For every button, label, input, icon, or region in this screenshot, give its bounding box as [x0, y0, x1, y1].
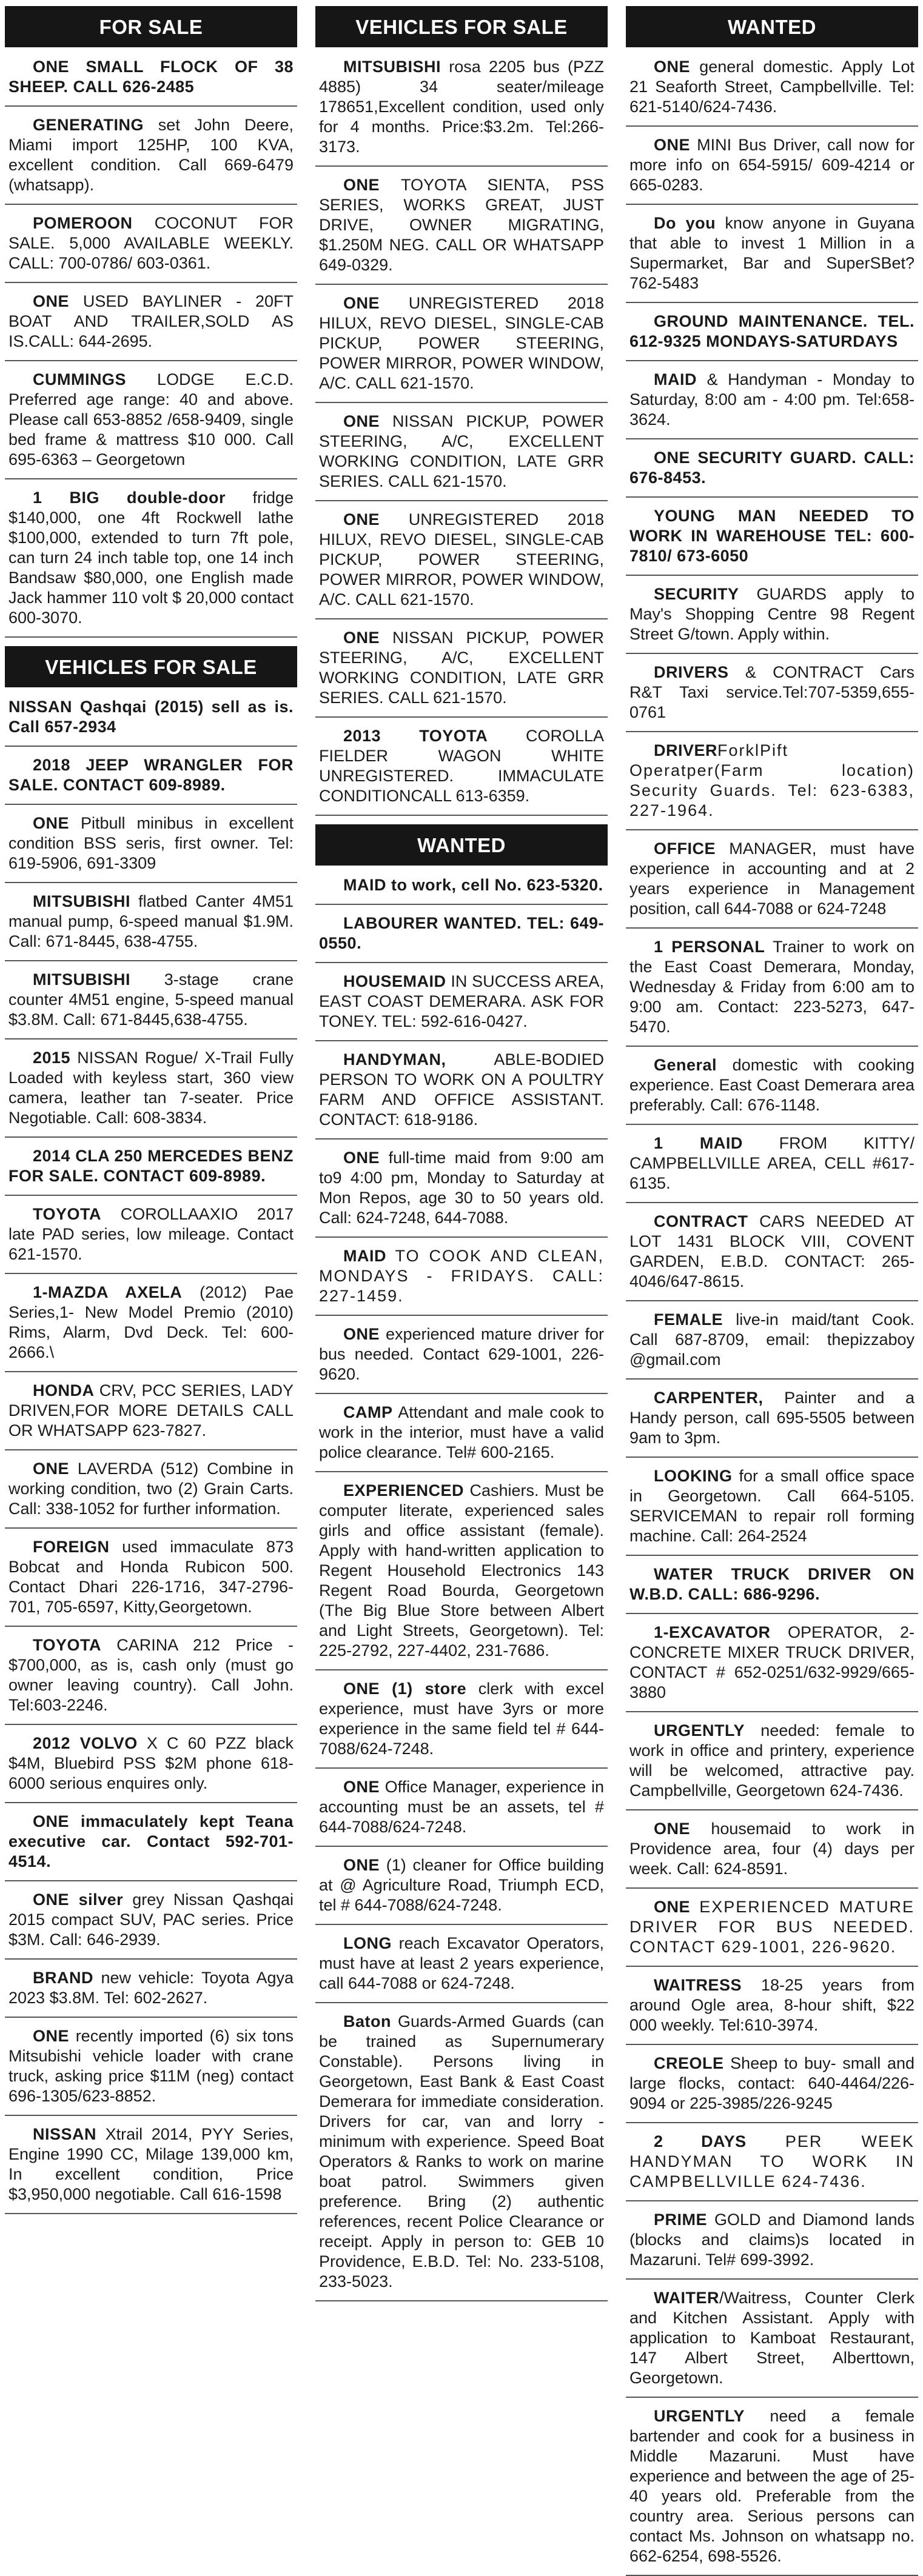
classified-ad	[5, 488, 297, 638]
ad-body-text: COCONUT FOR SALE. 5,000 AVAILABLE WEEKLY. CALL: 700-0786/ 603-0361.	[8, 214, 294, 272]
classified-ad	[5, 892, 297, 961]
ad-lead-text: TOYOTA	[33, 1205, 102, 1223]
classified-ad	[626, 1819, 918, 1889]
classified-ad	[626, 662, 918, 732]
ad-lead-text: CREOLE	[654, 2054, 724, 2072]
ad-lead-text: 2014 CLA 250 MERCEDES BENZ FOR SALE. CONTACT 609-8989.	[8, 1147, 294, 1185]
classified-ad	[5, 292, 297, 361]
classified-ad	[626, 370, 918, 439]
ad-body-text: (1) cleaner for Office building at @ Agriculture Road, Triumph ECD, tel # 644-7088/624-7248.	[319, 1856, 604, 1914]
ad-body-text: Cashiers. Must be computer literate, experienced sales girls and office assistant (female). Apply with hand-written application to Regent Household Electronics 143 Regent Road Bourda, Georgetown (The Big Blue Store between Albert and Light Streets, Georgetown). Tel: 225-2792, 227-4402, 231-7686.	[319, 1481, 604, 1660]
classified-ad	[5, 813, 297, 883]
ad-lead-text: SECURITY	[654, 585, 739, 603]
ad-body-text: rosa 2205 bus (PZZ 4885) 34 seater/mileage 178651,Excellent condition, used only for 4 months. Price:$3.2m. Tel:266-3173.	[319, 58, 604, 156]
classified-ad	[315, 412, 608, 501]
classified-ad	[626, 213, 918, 303]
ad-lead-text: ONE	[343, 294, 380, 312]
ad-lead-text: URGENTLY	[654, 2407, 745, 2425]
ad-lead-text: ONE	[654, 58, 691, 76]
classified-ad	[626, 57, 918, 127]
ad-lead-text: CUMMINGS	[33, 370, 126, 389]
classified-ad	[315, 913, 608, 963]
ad-lead-text: ONE SMALL FLOCK OF 38 SHEEP. CALL 626-2485	[8, 58, 294, 96]
section-header: WANTED	[315, 824, 608, 866]
classified-ad	[5, 1635, 297, 1725]
ad-lead-text: General	[654, 1056, 717, 1074]
ad-body-text: COROLLAAXIO 2017 late PAD series, low mileage. Contact 621-1570.	[8, 1205, 294, 1263]
column-1	[5, 0, 297, 2505]
classified-ad	[315, 1050, 608, 1140]
ad-lead-text: ONE	[654, 136, 691, 154]
classified-ad	[626, 1310, 918, 1380]
classified-ad	[626, 2132, 918, 2201]
ad-lead-text: MAID	[654, 370, 697, 389]
ad-body-text: ABLE-BODIED PERSON TO WORK ON A POULTRY FARM AND OFFICE ASSISTANT. CONTACT: 618-9186.	[319, 1050, 604, 1129]
ad-lead-text: ONE	[343, 412, 380, 430]
classified-ad	[315, 1246, 608, 1316]
ad-lead-text: DRIVER	[654, 741, 718, 759]
ad-lead-text: MAID to work, cell No. 623-5320.	[343, 876, 603, 894]
classified-ad	[5, 1381, 297, 1450]
ad-body-text: COROLLA FIELDER WAGON WHITE UNREGISTERED. IMMACULATE CONDITIONCALL 613-6359.	[319, 727, 604, 805]
ad-lead-text: ONE	[343, 1149, 380, 1167]
classified-ad	[5, 1733, 297, 1803]
ad-lead-text: 1-MAZDA AXELA	[33, 1283, 183, 1301]
ad-body-text: housemaid to work in Providence area, four (4) days per week. Call: 624-8591.	[629, 1820, 915, 1878]
ad-lead-text: 1 BIG double-door	[33, 489, 226, 507]
ad-body-text: LODGE E.C.D. Preferred age range: 40 and above. Please call 653-8852 /658-9409, single bed frame & mattress $10 000. Call 695-6363 – Georgetown	[8, 370, 294, 469]
ad-lead-text: EXPERIENCED	[343, 1481, 465, 1500]
classified-ad	[315, 1481, 608, 1670]
ad-lead-text: HOUSEMAID	[343, 972, 446, 990]
ad-lead-text: NISSAN Qashqai (2015) sell as is. Call 657-2934	[8, 698, 294, 736]
ad-body-text: MINI Bus Driver, call now for more info on 654-5915/ 609-4214 or 665-0283.	[629, 136, 915, 194]
classified-ad	[5, 1283, 297, 1372]
classified-ad	[5, 1968, 297, 2018]
classified-ad	[315, 2012, 608, 2301]
ad-lead-text: ONE	[33, 814, 70, 832]
ad-lead-text: CONTRACT	[654, 1212, 748, 1230]
classified-ad	[315, 175, 608, 285]
ad-body-text: clerk with excel experience, must have 3yrs or more experience in the same field tel # 644-7088/624-7248.	[319, 1680, 604, 1758]
ad-body-text: domestic with cooking experience. East Coast Demerara area preferably. Call: 676-1148.	[629, 1056, 915, 1114]
ad-lead-text: MITSUBISHI	[343, 58, 441, 76]
ad-lead-text: FEMALE	[654, 1310, 723, 1329]
ad-lead-text: ONE	[33, 1460, 70, 1478]
classified-ad	[626, 1388, 918, 1458]
classified-ad	[626, 1721, 918, 1810]
ad-body-text: USED BAYLINER - 20FT BOAT AND TRAILER,SOLD AS IS.CALL: 644-2695.	[8, 292, 294, 350]
ad-lead-text: ONE (1) store	[343, 1680, 467, 1698]
ad-lead-text: HANDYMAN,	[343, 1050, 446, 1069]
ad-lead-text: 1 MAID	[654, 1134, 743, 1152]
ad-body-text: CARINA 212 Price - $700,000, as is, cash only (must go owner leaving country). Call John. Tel:603-2246.	[8, 1636, 294, 1714]
ad-body-text: flatbed Canter 4M51 manual pump, 6-speed manual $1.9M. Call: 671-8445, 638-4755.	[8, 892, 294, 950]
ad-lead-text: DRIVERS	[654, 663, 729, 681]
classified-ad	[626, 839, 918, 929]
ad-body-text: NISSAN PICKUP, POWER STEERING, A/C, EXCELLENT WORKING CONDITION, LATE GRR SERIES. CALL 621-1570.	[319, 412, 604, 490]
ad-body-text: Attendant and male cook to work in the interior, must have a valid police clearance. Tel# 600-2165.	[319, 1403, 604, 1461]
classified-ad	[5, 1890, 297, 1960]
ad-lead-text: MITSUBISHI	[33, 970, 131, 989]
ad-lead-text: ONE	[343, 629, 380, 647]
classified-ad	[315, 1324, 608, 1394]
ad-lead-text: HONDA	[33, 1381, 95, 1400]
classified-ad	[315, 972, 608, 1041]
classified-ad	[315, 1855, 608, 1925]
ad-lead-text: ONE SECURITY GUARD. CALL: 676-8453.	[629, 449, 915, 487]
ad-lead-text: NISSAN	[33, 2125, 97, 2143]
ad-lead-text: GENERATING	[33, 116, 144, 134]
ad-lead-text: LOOKING	[654, 1467, 733, 1485]
classified-ad	[626, 2288, 918, 2398]
ad-body-text: know anyone in Guyana that able to invest 1 Million in a Supermarket, Bar and SuperSBet? 762-5483	[629, 214, 915, 292]
ad-body-text: GOLD and Diamond lands (blocks and claims)s located in Mazaruni. Tel# 699-3992.	[629, 2211, 915, 2269]
ad-body-text: for a small office space in Georgetown. Call 664-5105. SERVICEMAN to repair roll forming machine. Call: 264-2524	[629, 1467, 915, 1545]
ad-body-text: X C 60 PZZ black $4M, Bluebird PSS $2M phone 618-6000 serious enquires only.	[8, 1734, 294, 1792]
classified-ad	[5, 697, 297, 747]
ad-lead-text: WATER TRUCK DRIVER ON W.B.D. CALL: 686-9296.	[629, 1565, 915, 1603]
ad-lead-text: FOREIGN	[33, 1538, 110, 1556]
classified-ad	[626, 506, 918, 576]
classified-ad	[315, 1934, 608, 2003]
ad-lead-text: ONE	[343, 176, 380, 194]
ad-lead-text: YOUNG MAN NEEDED TO WORK IN WAREHOUSE TEL: 600-7810/ 673-6050	[629, 507, 915, 565]
classified-ad	[626, 1564, 918, 1614]
ad-body-text: FROM KITTY/ CAMPBELLVILLE AREA, CELL #617-6135.	[629, 1134, 915, 1192]
ad-lead-text: 2018 JEEP WRANGLER FOR SALE. CONTACT 609-8989.	[8, 756, 294, 794]
ad-body-text: UNREGISTERED 2018 HILUX, REVO DIESEL, SINGLE-CAB PICKUP, POWER STEERING, POWER MIRROR, POWER WINDOW, A/C. CALL 621-1570.	[319, 294, 604, 392]
ad-lead-text: ONE	[343, 1778, 380, 1796]
ad-lead-text: WAITRESS	[654, 1976, 742, 1994]
ad-body-text: MANAGER, must have experience in accounting and at 2 years experience in Management position, call 644-7088 or 624-7248	[629, 839, 915, 918]
ad-lead-text: ONE	[654, 1898, 691, 1916]
classified-ad	[315, 1148, 608, 1238]
ad-lead-text: ONE	[654, 1820, 691, 1838]
ad-body-text: TO COOK AND CLEAN, MONDAYS - FRIDAYS. CALL: 227-1459.	[319, 1247, 604, 1305]
ad-lead-text: URGENTLY	[654, 1721, 745, 1740]
ad-body-text: 18-25 years from around Ogle area, 8-hour shift, $22 000 weekly. Tel:610-3974.	[629, 1976, 915, 2034]
ad-body-text: Xtrail 2014, PYY Series, Engine 1990 CC, Milage 139,000 km, In excellent condition, Price $3,950,000 negotiable. Call 616-1598	[8, 2125, 294, 2203]
classified-ad	[626, 1975, 918, 2045]
ad-lead-text: Baton	[343, 2012, 391, 2030]
classified-ad	[626, 1623, 918, 1712]
section-header: VEHICLES FOR SALE	[5, 646, 297, 687]
ad-body-text: Trainer to work on the East Coast Demerara, Monday, Wednesday & Friday from 6:00 am to 9:00 am. Contact: 223-5273, 647-5470.	[629, 938, 915, 1036]
classified-ad	[626, 2054, 918, 2123]
section-header: FOR SALE	[5, 6, 297, 47]
classified-ad	[626, 937, 918, 1047]
ad-body-text: GUARDS apply to May's Shopping Centre 98 Regent Street G/town. Apply within.	[629, 585, 915, 643]
ad-lead-text: LONG	[343, 1934, 392, 1952]
ad-body-text: Sheep to buy- small and large flocks, contact: 640-4464/226-9094 or 225-3985/226-9245	[629, 2054, 915, 2112]
classified-ad	[5, 1204, 297, 1274]
ad-body-text: EXPERIENCED MATURE DRIVER FOR BUS NEEDED. CONTACT 629-1001, 226-9620.	[629, 1898, 915, 1956]
classified-ad	[626, 584, 918, 654]
ad-body-text: 3-stage crane counter 4M51 engine, 5-speed manual $3.8M. Call: 671-8445,638-4755.	[8, 970, 294, 1029]
ad-body-text: & Handyman - Monday to Saturday, 8:00 am - 4:00 pm. Tel:658-3624.	[629, 370, 915, 429]
ad-lead-text: 2 DAYS	[654, 2132, 747, 2151]
classified-ad	[315, 875, 608, 905]
column-2	[315, 0, 608, 2505]
ad-body-text: general domestic. Apply Lot 21 Seaforth Street, Campbellville. Tel: 621-5140/624-7436.	[629, 58, 915, 116]
classified-ad	[315, 293, 608, 403]
classified-ad	[626, 1133, 918, 1203]
ad-body-text: recently imported (6) six tons Mitsubishi vehicle loader with crane truck, asking price $11M (neg) contact 696-1305/623-8852.	[8, 2027, 294, 2105]
classified-ad	[626, 2210, 918, 2280]
ad-lead-text: BRAND	[33, 1969, 93, 1987]
classified-ad	[626, 312, 918, 361]
classified-ad	[315, 1403, 608, 1472]
ad-body-text: Office Manager, experience in accounting must be an assets, tel # 644-7088/624-7248.	[319, 1778, 604, 1836]
ad-lead-text: ONE	[343, 1856, 380, 1874]
ad-lead-text: ONE silver	[33, 1890, 124, 1909]
classified-ad	[5, 2124, 297, 2214]
classified-ad	[5, 1146, 297, 1196]
ad-body-text: set John Deere, Miami import 125HP, 100 KVA, excellent condition. Call 669-6479 (whatsapp).	[8, 116, 294, 194]
ad-lead-text: 2015	[33, 1049, 71, 1067]
classified-ad	[626, 1212, 918, 1301]
classified-ad	[5, 1048, 297, 1138]
classified-ad	[5, 213, 297, 283]
section-header: WANTED	[626, 6, 918, 47]
section-header: VEHICLES FOR SALE	[315, 6, 608, 47]
ad-body-text: CARS NEEDED AT LOT 1431 BLOCK VIII, COVENT GARDEN, E.B.D. CONTACT: 265-4046/647-8615.	[629, 1212, 915, 1290]
ad-lead-text: GROUND MAINTENANCE. TEL. 612-9325 MONDAYS-SATURDAYS	[629, 312, 915, 350]
classified-ad	[5, 1812, 297, 1881]
ad-body-text: Painter and a Handy person, call 695-5505 between 9am to 3pm.	[629, 1389, 915, 1447]
ad-body-text: IN SUCCESS AREA, EAST COAST DEMERARA. ASK FOR TONEY. TEL: 592-616-0427.	[319, 972, 604, 1030]
classified-ad	[315, 628, 608, 718]
ad-body-text: NISSAN Rogue/ X-Trail Fully Loaded with keyless start, 360 view camera, leather tan 7-seater. Price Negotiable. Call: 608-3834.	[8, 1049, 294, 1127]
ad-lead-text: Do you	[654, 214, 716, 232]
ad-lead-text: ONE	[33, 292, 70, 310]
ad-body-text: live-in maid/tant Cook. Call 687-8709, email: thepizzaboy @gmail.com	[629, 1310, 915, 1369]
ad-body-text: Guards-Armed Guards (can be trained as Supernumerary Constable). Persons living in Georgetown, East Bank & East Coast Demerara for immediate consideration. Drivers for car, van and lorry - minimum with experience. Speed Boat Operators & Ranks to work on marine boat patrol. Swimmers given preference. Bring (2) authentic references, recent Police Clearance or receipt. Apply in person to: GEB 10 Providence, E.B.D. Tel: No. 233-5108, 233-5023.	[319, 2012, 604, 2291]
ad-lead-text: CAMP	[343, 1403, 393, 1421]
classified-ad	[315, 726, 608, 816]
ad-lead-text: 2013 TOYOTA	[343, 727, 488, 745]
ad-body-text: & CONTRACT Cars R&T Taxi service.Tel:707-5359,655-0761	[629, 663, 915, 721]
ad-lead-text: 1 PERSONAL	[654, 938, 765, 956]
ad-body-text: experienced mature driver for bus needed. Contact 629-1001, 226-9620.	[319, 1325, 604, 1383]
ad-lead-text: 1-EXCAVATOR	[654, 1623, 771, 1641]
ad-lead-text: ONE	[343, 510, 380, 529]
classified-ad	[5, 1537, 297, 1627]
column-3	[626, 0, 918, 2565]
classified-ad	[5, 57, 297, 107]
ad-body-text: reach Excavator Operators, must have at least 2 years experience, call 644-7088 or 624-7248.	[319, 1934, 604, 1992]
ad-lead-text: ONE	[343, 1325, 380, 1343]
classified-ad	[5, 755, 297, 805]
ad-lead-text: OFFICE	[654, 839, 716, 858]
classified-ad	[315, 1777, 608, 1847]
ad-lead-text: ONE	[33, 2027, 70, 2045]
ad-lead-text: PRIME	[654, 2211, 708, 2229]
classified-ad	[626, 741, 918, 830]
ad-body-text: needed: female to work in office and printery, experience will be welcomed, attractive pay. Campbellville, Georgetown 624-7436.	[629, 1721, 915, 1800]
ad-body-text: LAVERDA (512) Combine in working condition, two (2) Grain Carts. Call: 338-1052 for further information.	[8, 1460, 294, 1518]
classified-ad	[5, 1459, 297, 1529]
ad-body-text: UNREGISTERED 2018 HILUX, REVO DIESEL, SINGLE-CAB PICKUP, POWER STEERING, POWER MIRROR, POWER WINDOW, A/C. CALL 621-1570.	[319, 510, 604, 609]
classified-ad	[315, 1679, 608, 1769]
ad-body-text: full-time maid from 9:00 am to9 4:00 pm, Monday to Saturday at Mon Repos, age 30 to 50 years old. Call: 624-7248, 644-7088.	[319, 1149, 604, 1227]
ad-body-text: CRV, PCC SERIES, LADY DRIVEN,FOR MORE DETAILS CALL OR WHATSAPP 623-7827.	[8, 1381, 294, 1440]
classified-ad	[315, 57, 608, 167]
ad-lead-text: POMEROON	[33, 214, 133, 232]
ad-body-text: grey Nissan Qashqai 2015 compact SUV, PAC series. Price $3M. Call: 646-2939.	[8, 1890, 294, 1949]
ad-lead-text: LABOURER WANTED. TEL: 649-0550.	[319, 914, 604, 952]
ad-body-text: PER WEEK HANDYMAN TO WORK IN CAMPBELLVILLE 624-7436.	[629, 2132, 915, 2191]
classified-ad	[5, 115, 297, 205]
classified-ad	[5, 2026, 297, 2116]
ad-lead-text: WAITER	[654, 2289, 719, 2307]
ad-lead-text: CARPENTER,	[654, 1389, 764, 1407]
ad-body-text: TOYOTA SIENTA, PSS SERIES, WORKS GREAT, JUST DRIVE, OWNER MIGRATING, $1.250M NEG. CALL OR WHATSAPP 649-0329.	[319, 176, 604, 274]
ad-lead-text: 2012 VOLVO	[33, 1734, 138, 1752]
classified-ad	[626, 1055, 918, 1125]
classified-ad	[5, 970, 297, 1039]
ad-lead-text: TOYOTA	[33, 1636, 102, 1654]
classified-ad	[5, 370, 297, 479]
classified-ad	[626, 2406, 918, 2576]
ad-body-text: fridge $140,000, one 4ft Rockwell lathe $100,000, extended to turn 7ft pole, can turn 24 inch table top, one 14 inch Bandsaw $80,000, one English made Jack hammer 110 volt $ 20,000 contact 600-3070.	[8, 489, 294, 627]
ad-lead-text: MITSUBISHI	[33, 892, 131, 910]
ad-body-text: used immaculate 873 Bobcat and Honda Rubicon 500. Contact Dhari 226-1716, 347-2796-701, 705-6597, Kitty,Georgetown.	[8, 1538, 294, 1616]
ad-body-text: Pitbull minibus in excellent condition BSS seris, first owner. Tel: 619-5906, 691-3309	[8, 814, 294, 872]
ad-lead-text: ONE immaculately kept Teana executive car. Contact 592-701-4514.	[8, 1812, 294, 1870]
ad-body-text: (2012) Pae Series,1- New Model Premio (2010) Rims, Alarm, Dvd Deck. Tel: 600-2666.\	[8, 1283, 294, 1361]
classified-ad	[315, 510, 608, 619]
ad-body-text: ForklPift Operatper(Farm location) Security Guards. Tel: 623-6383, 227-1964.	[629, 741, 915, 819]
ad-lead-text: MAID	[343, 1247, 386, 1265]
ad-body-text: need a female bartender and cook for a business in Middle Mazaruni. Must have experience and between the age of 25-40 years old. Preferable from the country area. Serious persons can contact Ms. Johnson on whatsapp no. 662-6254, 698-5526.	[629, 2407, 915, 2565]
classified-ad	[626, 1897, 918, 1967]
classified-ad	[626, 135, 918, 205]
ad-body-text: NISSAN PICKUP, POWER STEERING, A/C, EXCELLENT WORKING CONDITION, LATE GRR SERIES. CALL 621-1570.	[319, 629, 604, 707]
classified-ad	[626, 448, 918, 498]
ad-body-text: new vehicle: Toyota Agya 2023 $3.8M. Tel: 602-2627.	[8, 1969, 294, 2007]
classified-ad	[626, 1466, 918, 1556]
ad-body-text: OPERATOR, 2- CONCRETE MIXER TRUCK DRIVER, CONTACT # 652-0251/632-9929/665-3880	[629, 1623, 915, 1701]
ad-body-text: /Waitress, Counter Clerk and Kitchen Assistant. Apply with application to Kamboat Restaurant, 147 Albert Street, Alberttown, Georgetown.	[629, 2289, 915, 2387]
